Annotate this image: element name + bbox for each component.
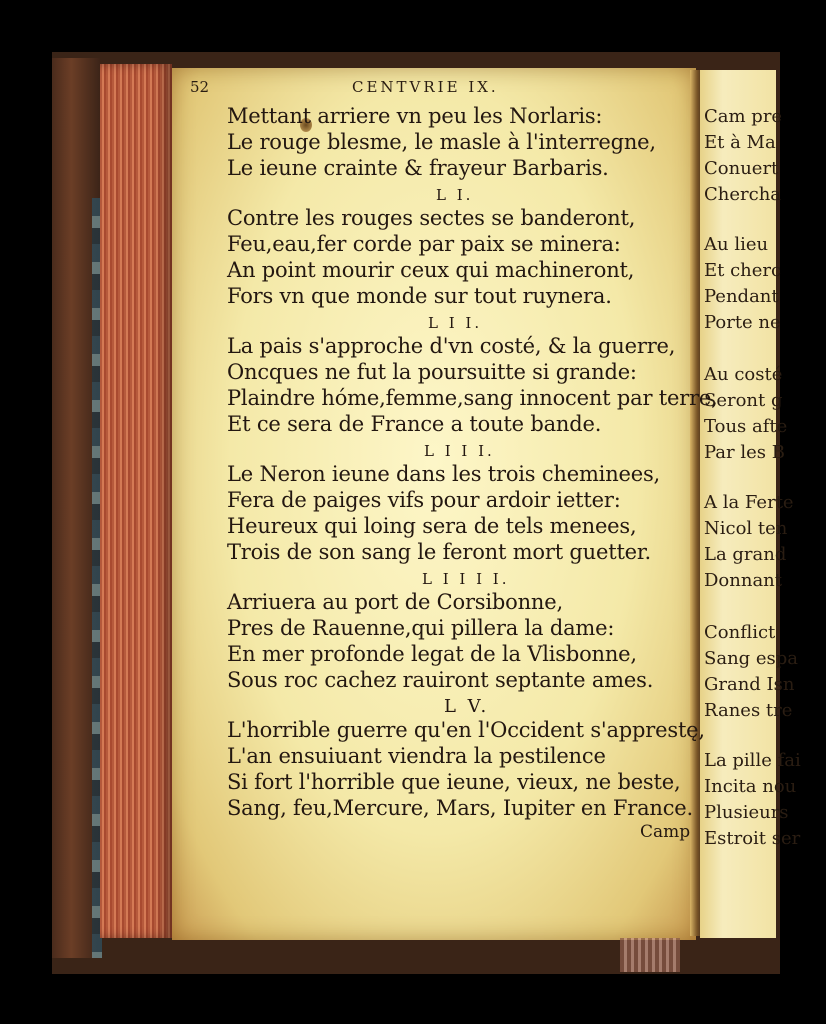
facing-line: Et cherc (704, 260, 782, 281)
verse-line: Feu,eau,fer corde par paix se minera: (227, 232, 621, 256)
facing-line: Pendant (704, 286, 779, 307)
verse-line: L'horrible guerre qu'en l'Occident s'apprestę, (227, 718, 705, 742)
facing-line: Grand Isn (704, 674, 795, 695)
facing-line: Seront g (704, 390, 783, 411)
facing-line: Nicol ten (704, 518, 788, 539)
verse-line: Heureux qui loing sera de tels menees, (227, 514, 637, 538)
facing-line: Conuert (704, 158, 779, 179)
facing-line: Plusieurs (704, 802, 789, 823)
facing-line: Et à Ma (704, 132, 776, 153)
page-edges (100, 64, 172, 938)
verse-line: Mettant arriere vn peu les Norlaris: (227, 104, 603, 128)
facing-line: Au costé (704, 364, 783, 385)
facing-line: La grand (704, 544, 787, 565)
facing-line: Ranes tre (704, 700, 793, 721)
quatrain-number: L I. (436, 186, 474, 204)
facing-line: La pille fai (704, 750, 801, 771)
verse-line: Fera de paiges vifs pour ardoir ietter: (227, 488, 621, 512)
verse-line: Trois de son sang le feront mort guetter. (227, 540, 651, 564)
right-page (700, 70, 801, 938)
facing-line: Estroit ser (704, 828, 801, 849)
facing-line: Chercha (704, 184, 782, 205)
bookmark-ribbon (620, 938, 680, 972)
verse-line: Contre les rouges sectes se banderont, (227, 206, 636, 230)
verse-line: En mer profonde legat de la Vlisbonne, (227, 642, 637, 666)
quatrain-number: L I I I I. (422, 570, 510, 588)
book-cover (52, 58, 100, 958)
verse-line: Sang, feu,Mercure, Mars, Iupiter en France. (227, 796, 693, 820)
verse-line: Sous roc cachez rauiront septante ames. (227, 668, 654, 692)
verse-line: An point mourir ceux qui machineront, (227, 258, 635, 282)
quatrain-number: L I I. (428, 314, 483, 332)
verse-line: Le Neron ieune dans les trois cheminees, (227, 462, 661, 486)
facing-line: Tous afte (704, 416, 788, 437)
verse-line: Oncques ne fut la poursuitte si grande: (227, 360, 637, 384)
verse-line: Plaindre hóme,femme,sang innocent par terre, (227, 386, 718, 410)
verse-line: Et ce sera de France a toute bande. (227, 412, 602, 436)
facing-line: Par les B (704, 442, 785, 463)
facing-line: Donnant (704, 570, 783, 591)
quatrain-number: L V. (444, 696, 490, 717)
verse-line: Arriuera au port de Corsibonne, (227, 590, 563, 614)
verse-line: Si fort l'horrible que ieune, vieux, ne beste, (227, 770, 681, 794)
verse-line: Fors vn que monde sur tout ruynera. (227, 284, 612, 308)
facing-line: A la Ferte (704, 492, 794, 513)
verse-line: Le ieune crainte & frayeur Barbaris. (227, 156, 609, 180)
verse-line: La pais s'approche d'vn costé, & la guerre, (227, 334, 676, 358)
verse-line: Pres de Rauenne,qui pillera la dame: (227, 616, 615, 640)
facing-line: Sang espa (704, 648, 799, 669)
facing-line: Cam pre (704, 106, 783, 127)
quatrain-number: L I I I. (424, 442, 495, 460)
facing-line: Incita nou (704, 776, 797, 797)
verse-line: Le rouge blesme, le masle à l'interregne, (227, 130, 656, 154)
facing-line: Au lieu (704, 234, 769, 255)
running-head: CENTVRIE IX. (352, 78, 499, 96)
verse-line: L'an ensuiuant viendra la pestilence (227, 744, 606, 768)
facing-line: Porte ne (704, 312, 781, 333)
facing-line: Conflict (704, 622, 776, 643)
page-number: 52 (190, 78, 210, 96)
catchword: Camp (640, 822, 691, 842)
